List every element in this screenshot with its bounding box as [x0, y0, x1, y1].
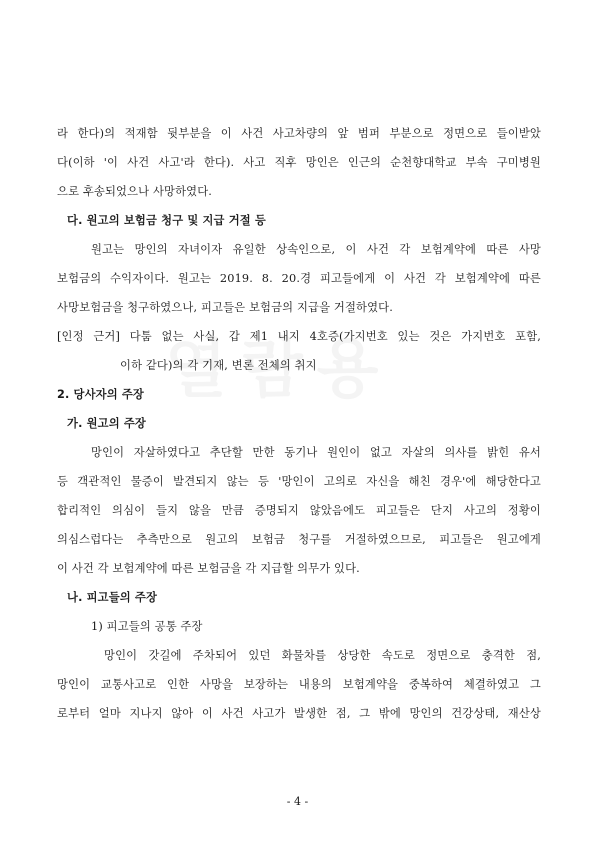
- paragraph-line: 사망보험금을 청구하였으나, 피고들은 보험금의 지급을 거절하였다.: [57, 301, 393, 314]
- paragraph-line: 합리적인 의심이 들지 않을 만큼 증명되지 않았음에도 피고들은 단지 사고의 정황이: [57, 504, 541, 517]
- paragraph-line: 다(이하 '이 사건 사고'라 한다). 사고 직후 망인은 인근의 순천향대학교 부속 구미병원: [57, 156, 541, 169]
- paragraph-line: 등 객관적인 물증이 발견되지 않는 등 '망인이 고의로 자신을 해친 경우'에 해당한다고: [57, 475, 541, 488]
- paragraph-line: 망인이 갓길에 주차되어 있던 화물차를 상당한 속도로 정면으로 충격한 점,: [104, 649, 541, 662]
- page-number: - 4 -: [286, 795, 309, 808]
- paragraph-line: 이 사건 각 보험계약에 따른 보험금을 각 지급할 의무가 있다.: [57, 562, 360, 575]
- paragraph-line: 망인이 교통사고로 인한 사망을 보장하는 내용의 보험계약을 중복하여 체결하였고 그: [57, 678, 541, 691]
- paragraph-line: 원고는 망인의 자녀이자 유일한 상속인으로, 이 사건 각 보험계약에 따른 사망: [91, 243, 541, 256]
- section-heading: 나. 피고들의 주장: [67, 591, 158, 604]
- section-heading: 가. 원고의 주장: [67, 417, 146, 430]
- paragraph-line: 로부터 얼마 지나지 않아 이 사건 사고가 발생한 점, 그 밖에 망인의 건강상태, 재산상: [57, 707, 541, 720]
- paragraph-line: 망인이 자살하였다고 추단할 만한 동기나 원인이 없고 자살의 의사를 밝힌 유서: [91, 446, 541, 459]
- paragraph-line: 으로 후송되었으나 사망하였다.: [57, 185, 213, 198]
- paragraph-line: 라 한다)의 적재함 뒷부분을 이 사건 사고차량의 앞 범퍼 부분으로 정면으로 들이받았: [57, 127, 541, 140]
- paragraph-line: 보험금의 수익자이다. 원고는 2019. 8. 20.경 피고들에게 이 사건 각 보험계약에 따른: [57, 272, 541, 285]
- section-heading: 2. 당사자의 주장: [57, 388, 144, 401]
- paragraph-line: 의심스럽다는 추측만으로 원고의 보험금 청구를 거절하였으므로, 피고들은 원고에게: [57, 533, 541, 546]
- subsection-heading: 1) 피고들의 공통 주장: [91, 620, 203, 633]
- evidence-basis-line: 이하 같다)의 각 기재, 변론 전체의 취지: [120, 359, 317, 372]
- section-heading: 다. 원고의 보험금 청구 및 지급 거절 등: [67, 214, 266, 227]
- evidence-basis-line: [인정 근거] 다툼 없는 사실, 갑 제1 내지 4호증(가지번호 있는 것은 가지번호 포함,: [57, 330, 541, 343]
